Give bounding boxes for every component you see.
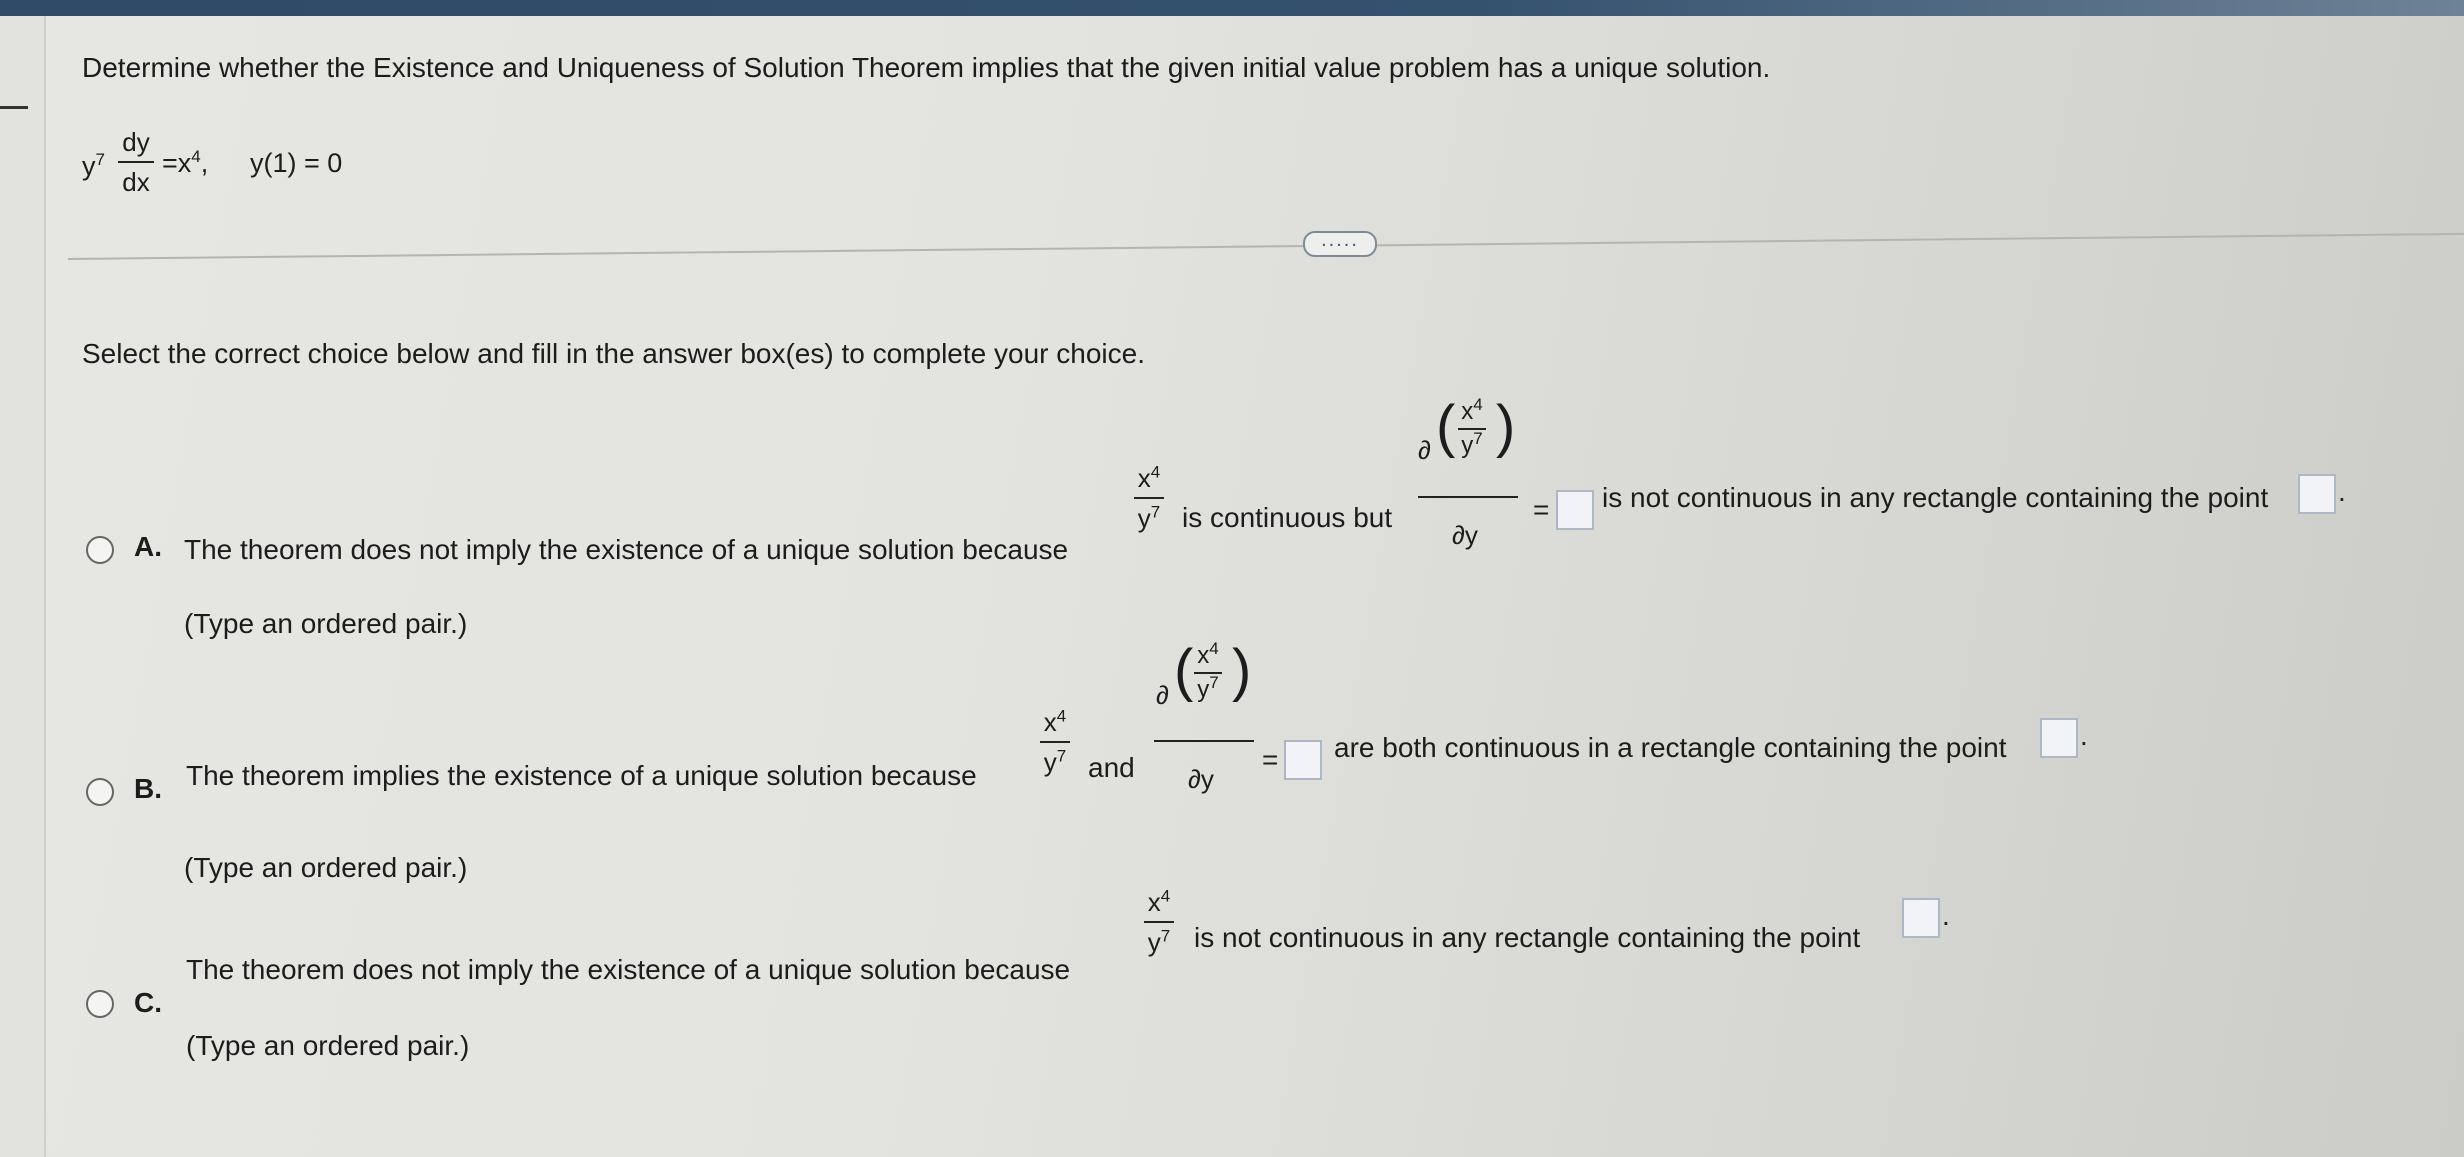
choice-b-hint: (Type an ordered pair.) bbox=[184, 852, 468, 883]
eq-derivative: dy dx bbox=[118, 126, 154, 198]
choice-c-text-before: The theorem does not imply the existence of a unique solution because bbox=[186, 954, 1071, 985]
instruction-text: Select the correct choice below and fill in the answer box(es) to complete your choice. bbox=[82, 338, 1145, 369]
eq-rhs: =x bbox=[162, 148, 192, 178]
choice-a-text-mid: is continuous but bbox=[1182, 502, 1393, 533]
choice-b-radio[interactable] bbox=[86, 778, 114, 806]
choice-a-radio[interactable] bbox=[86, 536, 114, 564]
choice-a-hint: (Type an ordered pair.) bbox=[184, 608, 468, 639]
choice-c-hint: (Type an ordered pair.) bbox=[186, 1030, 470, 1061]
choice-b-text-mid: and bbox=[1088, 752, 1135, 783]
choice-b-derivative-answer-box[interactable] bbox=[1284, 740, 1322, 780]
eq-lhs-base: y bbox=[82, 151, 96, 181]
choice-a-derivative-answer-box[interactable] bbox=[1556, 490, 1594, 530]
choice-b-equals: = bbox=[1262, 744, 1279, 775]
choice-c-point-answer-box[interactable] bbox=[1902, 898, 1940, 938]
choice-a-letter: A. bbox=[134, 531, 162, 562]
choice-b-point-answer-box[interactable] bbox=[2040, 718, 2078, 758]
question-prompt: Determine whether the Existence and Uniqueness of Solution Theorem implies that the given initial value problem has a unique solution. bbox=[82, 52, 1771, 83]
eq-lhs-exp: 7 bbox=[95, 150, 105, 169]
choice-a-text-before: The theorem does not imply the existence of a unique solution because bbox=[184, 534, 1069, 565]
choice-a-fraction: $x^4$ $y^7$ bbox=[1134, 462, 1164, 534]
eq-comma: , bbox=[200, 148, 209, 178]
choice-b-text-after: are both continuous in a rectangle containing the point bbox=[1334, 732, 2007, 763]
choice-a-equals: = bbox=[1533, 494, 1550, 525]
choice-b-letter: B. bbox=[134, 773, 162, 804]
choice-b-fraction: $x^4$ $y^7$ bbox=[1040, 706, 1070, 778]
eq-initial-condition: y(1) = 0 bbox=[250, 148, 343, 178]
choice-c-text-after: is not continuous in any rectangle containing the point bbox=[1194, 922, 1861, 953]
window-top-bar bbox=[0, 0, 2464, 16]
left-margin bbox=[0, 16, 44, 1157]
choice-a-text-after: is not continuous in any rectangle containing the point bbox=[1602, 482, 2269, 513]
more-options-button[interactable]: ..... bbox=[1303, 231, 1377, 257]
panel-border bbox=[44, 16, 46, 1157]
eq-rhs-exp: 4 bbox=[191, 147, 201, 166]
section-divider bbox=[68, 233, 2464, 260]
choice-c-fraction: $x^4$ $y^7$ bbox=[1144, 886, 1174, 958]
choice-b-text-before: The theorem implies the existence of a unique solution because bbox=[186, 760, 977, 791]
left-marker bbox=[0, 106, 28, 109]
choice-a-point-answer-box[interactable] bbox=[2298, 474, 2336, 514]
choice-c-radio[interactable] bbox=[86, 990, 114, 1018]
choice-c-letter: C. bbox=[134, 987, 162, 1018]
